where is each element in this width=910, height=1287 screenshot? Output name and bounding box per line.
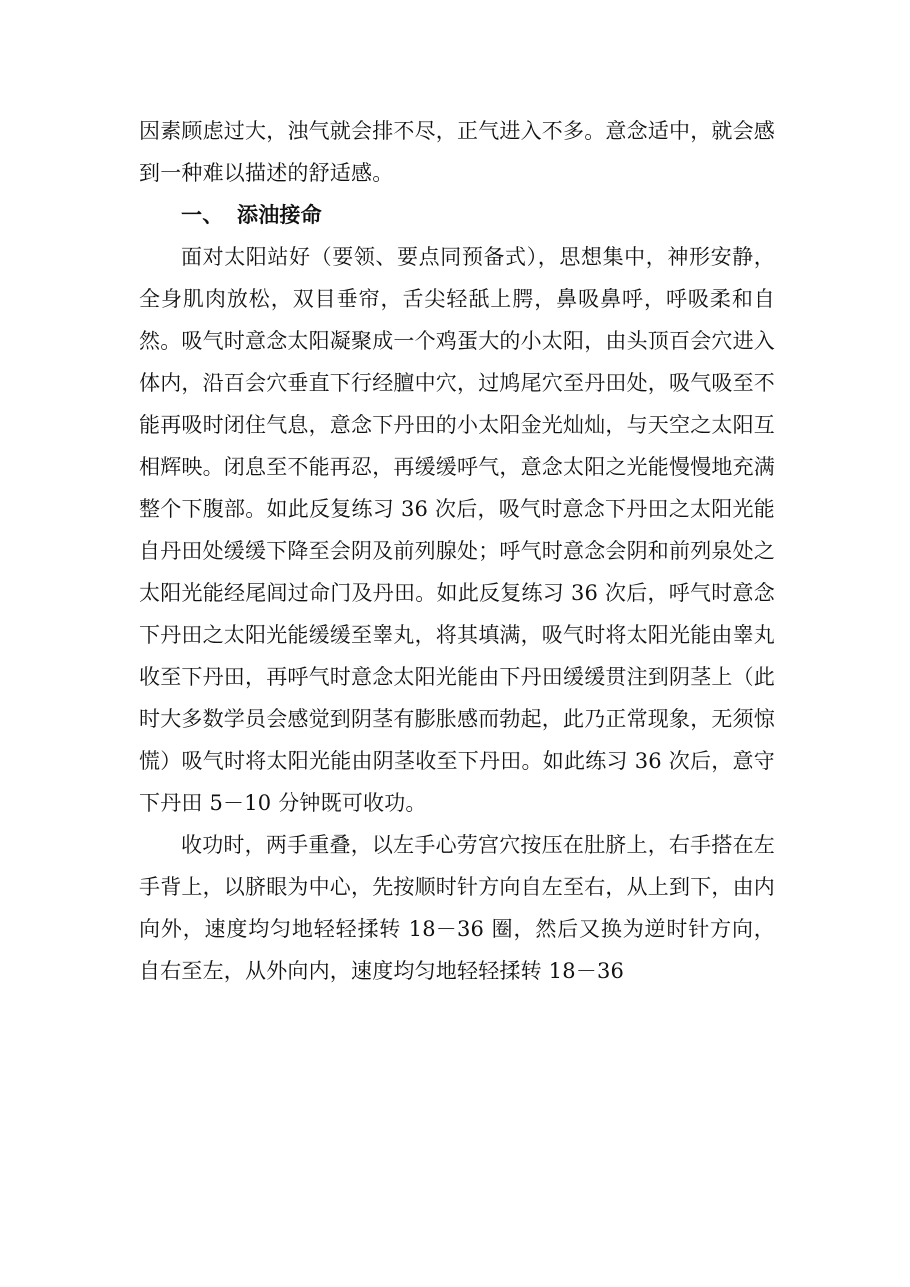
- closing-paragraph: 收功时，两手重叠，以左手心劳宫穴按压在肚脐上，右手搭在左手背上，以脐眼为中心，先按顺时针方向自左至右，从上到下，由内向外，速度均匀地轻轻揉转 18－36 圈，然后又换为逆时针方向，自右至左，从外向内，速度均匀地轻轻揉转 18－36: [139, 833, 775, 983]
- section-heading: [139, 194, 775, 236]
- main-paragraph: 面对太阳站好（要领、要点同预备式），思想集中，神形安静，全身肌肉放松，双目垂帘，舌尖轻舐上腭，鼻吸鼻呼，呼吸柔和自然。吸气时意念太阳凝聚成一个鸡蛋大的小太阳，由头顶百会穴进入体内，沿百会穴垂直下行经膻中穴，过鸠尾穴至丹田处，吸气吸至不能再吸时闭住气息，意念下丹田的小太阳金光灿灿，与天空之太阳互相辉映。闭息至不能再忍，再缓缓呼气，意念太阳之光能慢慢地充满整个下腹部。如此反复练习 36 次后，吸气时意念下丹田之太阳光能自丹田处缓缓下降至会阴及前列腺处；呼气时意念会阴和前列泉处之太阳光能经尾闾过命门及丹田。如此反复练习 36 次后，呼气时意念下丹田之太阳光能缓缓至睾丸，将其填满，吸气时将太阳光能由睾丸收至下丹田，再呼气时意念太阳光能由下丹田缓缓贯注到阴茎上（此时大多数学员会感觉到阴茎有膨胀感而勃起，此乃正常现象，无须惊慌）吸气时将太阳光能由阴茎收至下丹田。如此练习 36 次后，意守下丹田 5－10 分钟既可收功。: [139, 245, 775, 815]
- section-number: 一、: [181, 203, 224, 227]
- intro-paragraph: 因素顾虑过大，浊气就会排不尽，正气进入不多。意念适中，就会感到一种难以描述的舒适感。: [139, 119, 775, 185]
- section-title: 添油接命: [237, 203, 322, 227]
- document-body: [139, 110, 775, 992]
